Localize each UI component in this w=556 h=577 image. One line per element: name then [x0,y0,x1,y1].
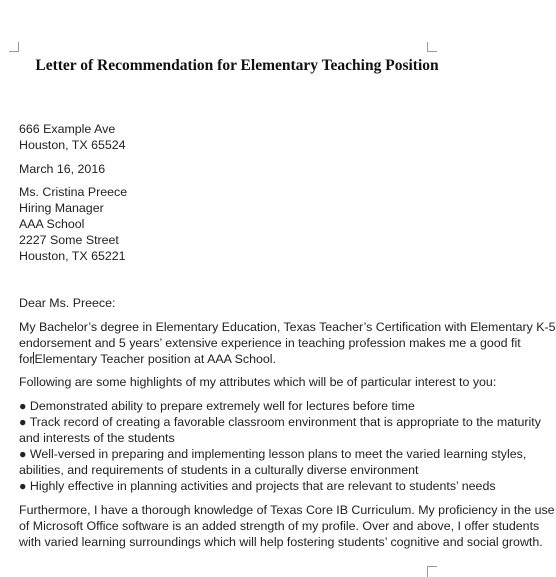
paragraph-1-line-3-start: for [19,352,34,366]
margin-corner-mark-top-left [9,42,19,52]
recipient-organization: AAA School [19,217,85,231]
bullet-line-5: abilities, and requirements of students in a culturally diverse environment [19,463,419,477]
bullet-line-1: ● Demonstrated ability to prepare extremely well for lectures before time [19,399,415,413]
letter-date: March 16, 2016 [19,162,106,176]
recipient-title: Hiring Manager [19,201,104,215]
sender-address-line-2: Houston, TX 65524 [19,138,126,152]
bullet-line-4: ● Well-versed in preparing and implementing lesson plans to meet the varied learning styles, [19,447,527,461]
bullet-line-2: ● Track record of creating a favorable classroom environment that is appropriate to the maturity [19,415,541,429]
closing-paragraph-line-1: Furthermore, I have a thorough knowledge of Texas Core IB Curriculum. My proficiency in the use [19,503,555,517]
salutation: Dear Ms. Preece: [19,296,116,310]
highlights-intro: Following are some highlights of my attributes which will be of particular interest to you: [19,375,497,389]
margin-corner-mark-bottom-right [427,566,437,577]
bullet-line-6: ● Highly effective in planning activities and projects that are relevant to students’ needs [19,479,496,493]
sender-address-line-1: 666 Example Ave [19,122,116,136]
recipient-city: Houston, TX 65221 [19,249,126,263]
recipient-street: 2227 Some Street [19,233,119,247]
paragraph-1-line-2: endorsement and 5 years’ extensive experience in teaching profession makes me a good fit [19,336,521,350]
recipient-name: Ms. Cristina Preece [19,185,128,199]
closing-paragraph-line-2: of Microsoft Office software is an added strength of my profile. Over and above, I offer students [19,519,540,533]
bullet-line-3: and interests of the students [19,431,175,445]
paragraph-1-line-1: My Bachelor’s degree in Elementary Education, Texas Teacher’s Certification with Elementary K-5 [19,320,556,334]
letter-title: Letter of Recommendation for Elementary Teaching Position [35,57,439,74]
margin-corner-mark-top-right [427,42,437,52]
paragraph-1-line-3-end: Elementary Teacher position at AAA School. [34,352,276,366]
closing-paragraph-line-3: with varied learning surroundings which will help fostering students’ cognitive and social growth. [19,535,543,549]
paragraph-1-line-3 [19,351,276,367]
